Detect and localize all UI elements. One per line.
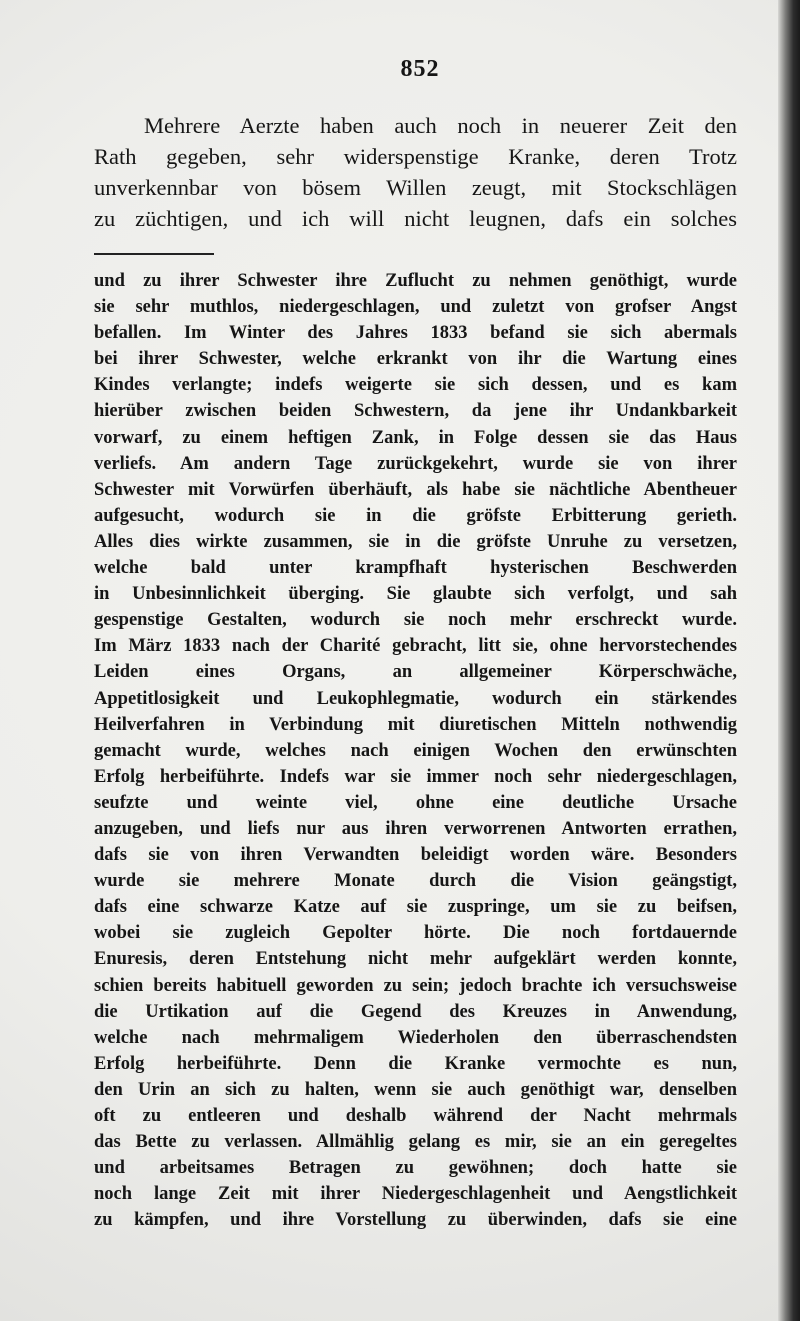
lower-text-line: verliefs. Am andern Tage zurückgekehrt, wurde sie von ihrer bbox=[94, 453, 737, 474]
lower-text-line: dafs sie von ihren Verwandten beleidigt worden wäre. Besonders bbox=[94, 845, 737, 866]
lower-text-line: schien bereits habituell geworden zu sein; jedoch brachte ich versuchsweise bbox=[94, 975, 737, 996]
upper-text-line: zu züchtigen, und ich will nicht leugnen, dafs ein solches bbox=[94, 206, 737, 231]
lower-text-line: in Unbesinnlichkeit überging. Sie glaubte sich verfolgt, und sah bbox=[94, 584, 737, 605]
lower-text-line: und arbeitsames Betragen zu gewöhnen; doch hatte sie bbox=[94, 1158, 737, 1179]
lower-text-line: gespenstige Gestalten, wodurch sie noch mehr erschreckt wurde. bbox=[94, 610, 737, 631]
lower-text-line: Kindes verlangte; indefs weigerte sie sich dessen, und es kam bbox=[94, 375, 737, 396]
lower-text-line: wobei sie zugleich Gepolter hörte. Die noch fortdauernde bbox=[94, 923, 737, 944]
lower-text-line: zu kämpfen, und ihre Vorstellung zu überwinden, dafs sie eine bbox=[94, 1210, 737, 1231]
lower-text-line: vorwarf, zu einem heftigen Zank, in Folge dessen sie das Haus bbox=[94, 427, 737, 448]
lower-text-line: seufzte und weinte viel, ohne eine deutliche Ursache bbox=[94, 792, 737, 813]
lower-text-line: befallen. Im Winter des Jahres 1833 befand sie sich abermals bbox=[94, 323, 737, 344]
lower-text-line: welche bald unter krampfhaft hysterischen Beschwerden bbox=[94, 558, 737, 579]
lower-text-line: sie sehr muthlos, niedergeschlagen, und zuletzt von grofser Angst bbox=[94, 297, 737, 318]
lower-text-line: Schwester mit Vorwürfen überhäuft, als habe sie nächtliche Abentheuer bbox=[94, 479, 737, 500]
lower-paragraph bbox=[94, 268, 737, 1233]
lower-text-line: Erfolg herbeiführte. Denn die Kranke vermochte es nun, bbox=[94, 1053, 737, 1074]
book-spine-shadow bbox=[778, 0, 800, 1321]
lower-text-line: Heilverfahren in Verbindung mit diuretischen Mitteln nothwendig bbox=[94, 714, 737, 735]
lower-text-line: Erfolg herbeiführte. Indefs war sie immer noch sehr niedergeschlagen, bbox=[94, 766, 737, 787]
lower-text-line: bei ihrer Schwester, welche erkrankt von ihr die Wartung eines bbox=[94, 349, 737, 370]
lower-text-line: oft zu entleeren und deshalb während der Nacht mehrmals bbox=[94, 1106, 737, 1126]
lower-text-line: welche nach mehrmaligem Wiederholen den überraschendsten bbox=[94, 1027, 737, 1048]
upper-paragraph bbox=[94, 110, 737, 234]
lower-text-line: wurde sie mehrere Monate durch die Vision geängstigt, bbox=[94, 871, 737, 892]
lower-text-line: anzugeben, und liefs nur aus ihren verworrenen Antworten errathen, bbox=[94, 818, 737, 839]
lower-text-line: hierüber zwischen beiden Schwestern, da jene ihr Undankbarkeit bbox=[94, 401, 737, 422]
lower-text-line: gemacht wurde, welches nach einigen Wochen den erwünschten bbox=[94, 740, 737, 761]
lower-text-line: Appetitlosigkeit und Leukophlegmatie, wodurch ein stärkendes bbox=[94, 688, 737, 709]
lower-text-line: Im März 1833 nach der Charité gebracht, litt sie, ohne hervorstechendes bbox=[94, 636, 737, 657]
lower-text-line: Leiden eines Organs, an allgemeiner Körperschwäche, bbox=[94, 662, 737, 683]
upper-text-line: Rath gegeben, sehr widerspenstige Kranke, deren Trotz bbox=[94, 144, 737, 169]
lower-text-line: aufgesucht, wodurch sie in die gröfste Erbitterung gerieth. bbox=[94, 505, 737, 526]
lower-text-line: Alles dies wirkte zusammen, sie in die gröfste Unruhe zu versetzen, bbox=[94, 531, 737, 552]
lower-text-line: dafs eine schwarze Katze auf sie zuspringe, um sie zu beifsen, bbox=[94, 897, 737, 918]
lower-text-line: Enuresis, deren Entstehung nicht mehr aufgeklärt werden konnte, bbox=[94, 949, 737, 970]
upper-text-line: unverkennbar von bösem Willen zeugt, mit Stockschlägen bbox=[94, 175, 737, 200]
lower-text-line: den Urin an sich zu halten, wenn sie auch genöthigt war, denselben bbox=[94, 1079, 737, 1100]
section-divider bbox=[94, 253, 214, 255]
lower-text-line: die Urtikation auf die Gegend des Kreuzes in Anwendung, bbox=[94, 1001, 737, 1022]
upper-text-line: Mehrere Aerzte haben auch noch in neuerer Zeit den bbox=[144, 113, 737, 138]
lower-text-line: und zu ihrer Schwester ihre Zuflucht zu nehmen genöthigt, wurde bbox=[94, 271, 737, 291]
page-number: 852 bbox=[400, 56, 440, 82]
lower-text-line: das Bette zu verlassen. Allmählig gelang es mir, sie an ein geregeltes bbox=[94, 1132, 737, 1153]
lower-text-line: noch lange Zeit mit ihrer Niedergeschlagenheit und Aengstlichkeit bbox=[94, 1184, 737, 1205]
